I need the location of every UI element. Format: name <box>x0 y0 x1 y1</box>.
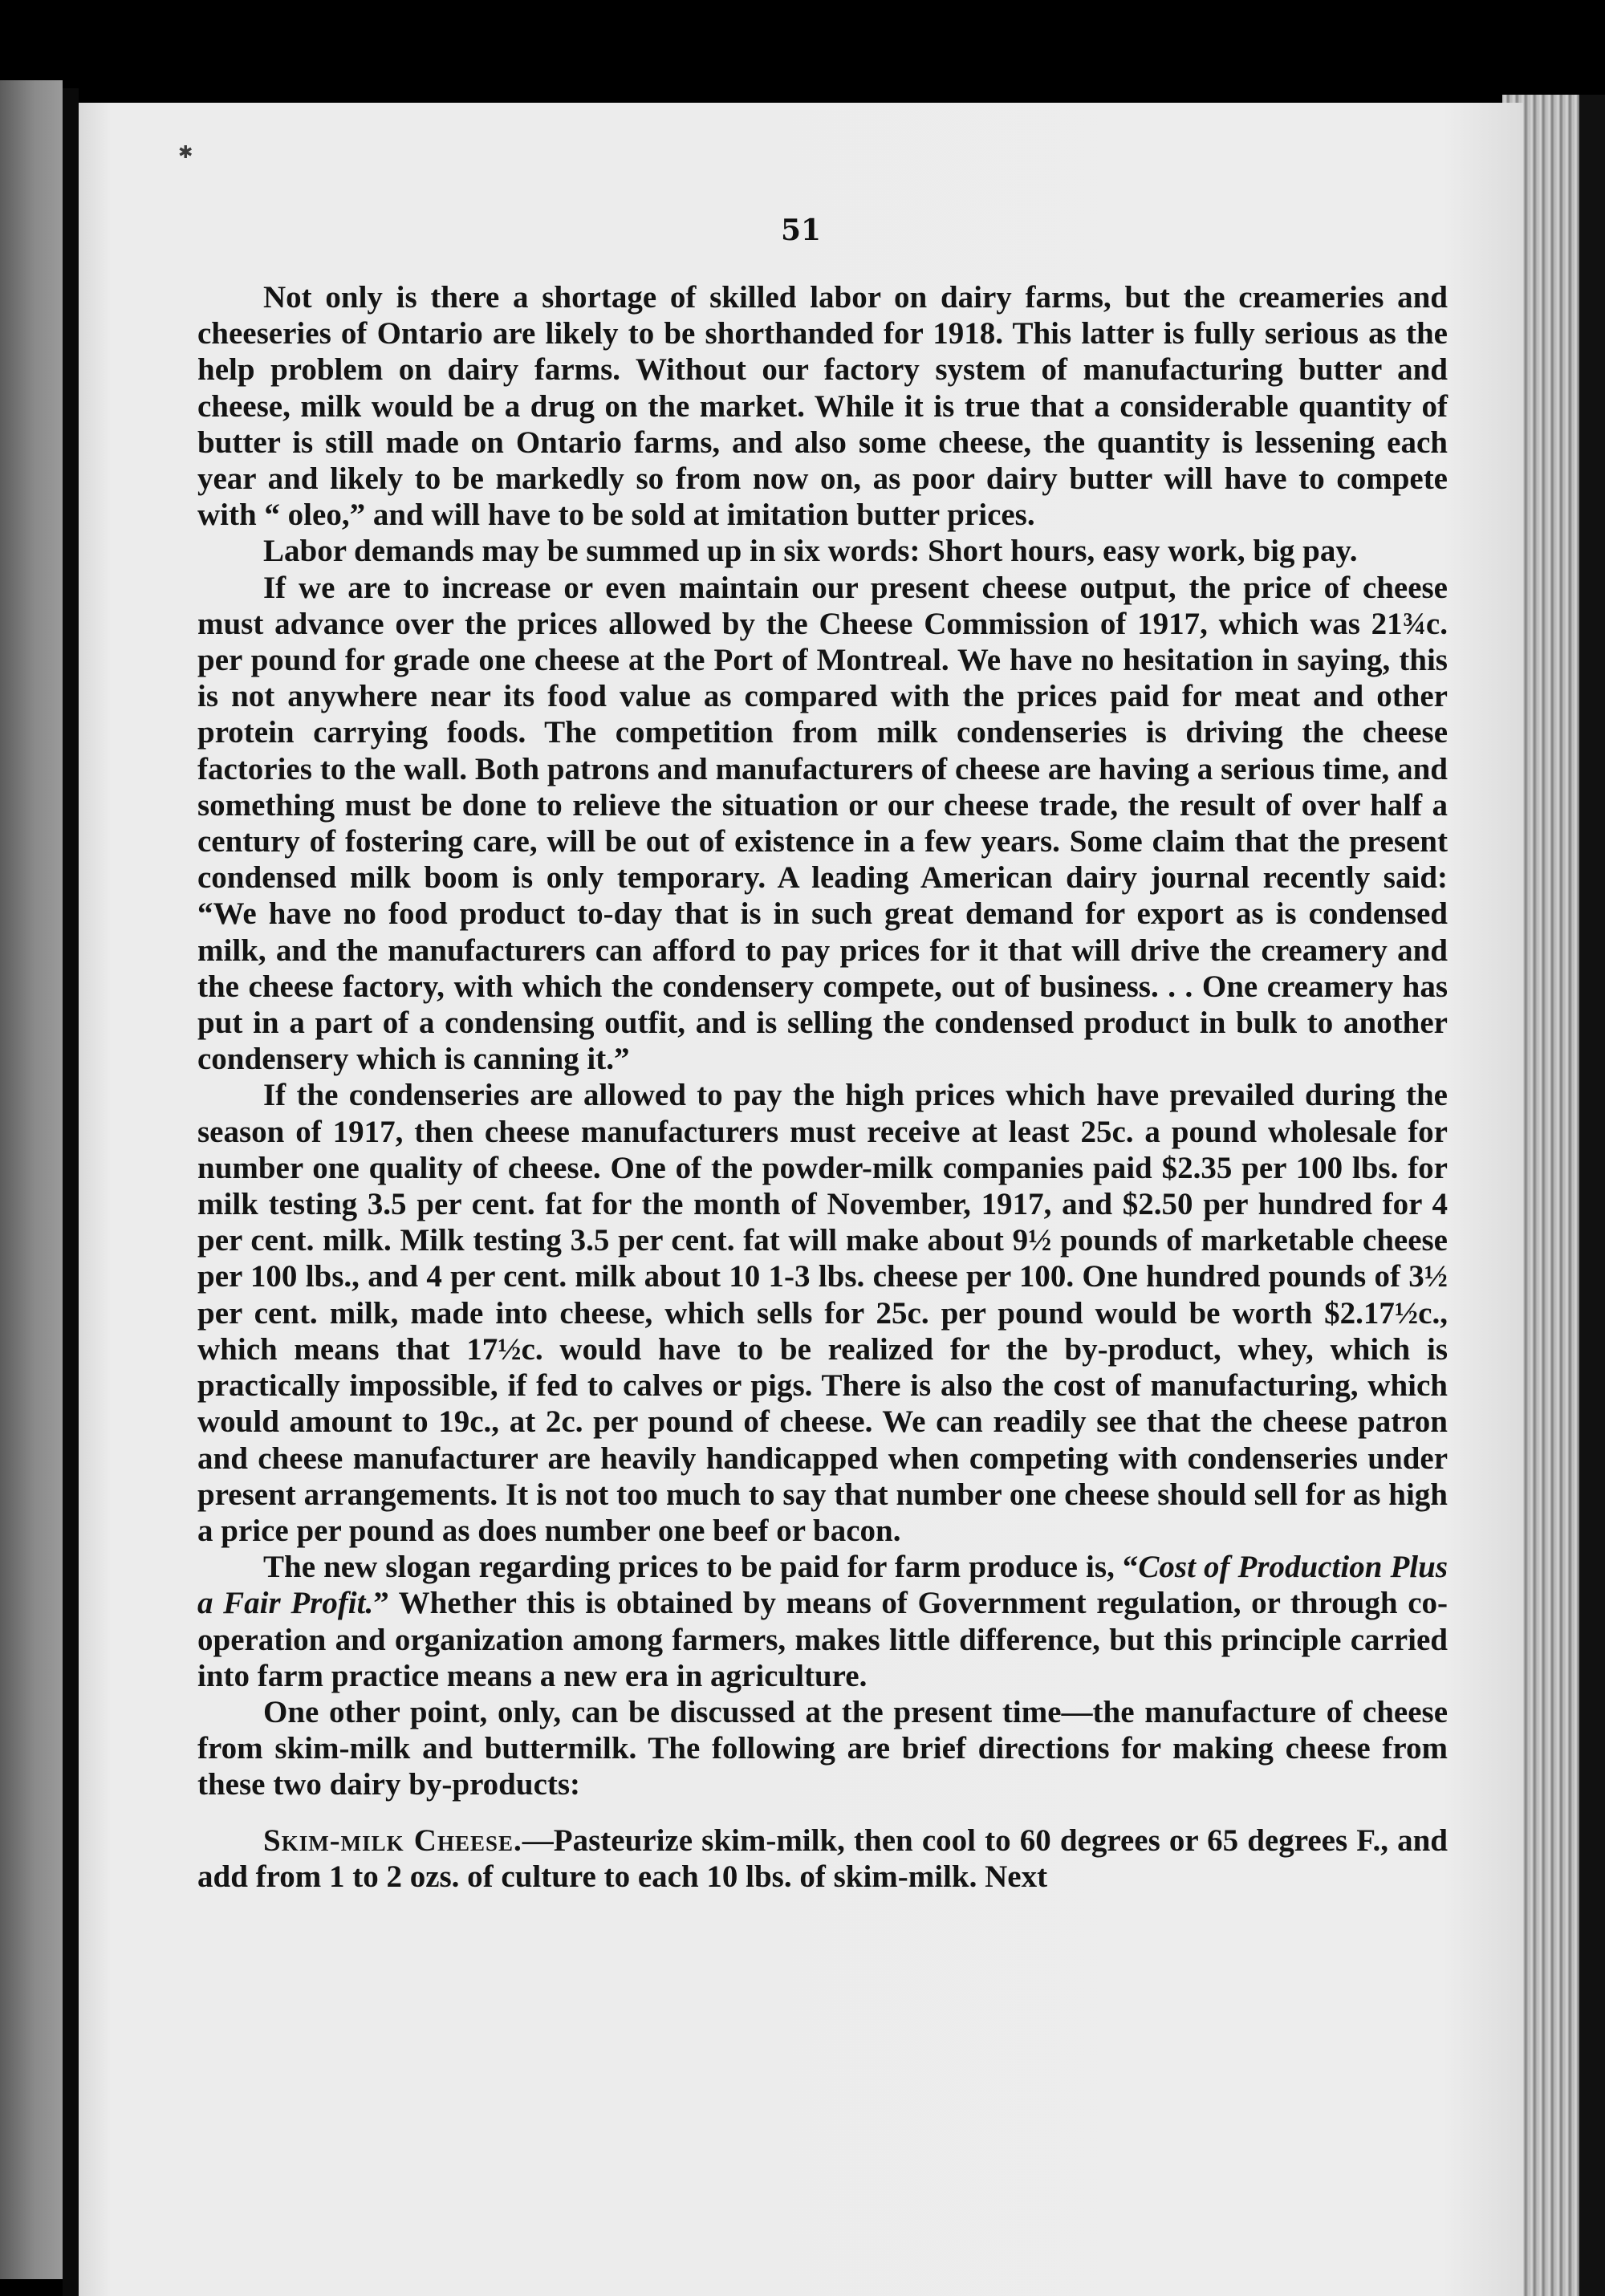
binding-gutter <box>63 88 79 2296</box>
paragraph-cheese-output: If we are to increase or even maintain our present cheese output, the price of cheese must advance over the prices allowed by the Cheese Commission of 1917, which was 21¾c. per pound for grade one cheese at the Port of Montreal. We have no hesitation in saying, this is not anywhere near its food value as compared with the prices paid for meat and other protein carrying foods. The competition from milk condenseries is driving the cheese factories to the wall. Both patrons and manufacturers of cheese are having a serious time, and something must be done to relieve the situation or our cheese trade, the result of over half a century of fostering care, will be out of existence in a few years. Some claim that the present condensed milk boom is only temporary. A leading American dairy journal recently said: “We have no food product to-day that is in such great demand for export as is condensed milk, and the manufacturers can afford to pay prices for it that will drive the creamery and the cheese factory, with which the condensery compete, out of business. . . One creamery has put in a part of a condensing outfit, and is selling the condensed product in bulk to another condensery which is canning it.” <box>197 570 1448 1077</box>
page-sheet <box>79 103 1523 2296</box>
paragraph-other-point: One other point, only, can be discussed at the present time—the manufacture of cheese from skim-milk and buttermilk. The following are brief directions for making cheese from these two dairy by-products: <box>197 1694 1448 1802</box>
paragraph-labor-demands: Labor demands may be summed up in six words: Short hours, easy work, big pay. <box>263 534 1358 569</box>
paragraph-skim-milk-cheese <box>197 1823 1448 1895</box>
body-text <box>197 279 1448 1895</box>
right-edge-shadow <box>1579 95 1605 2296</box>
paragraph-new-slogan <box>197 1549 1448 1694</box>
skim-milk-cheese-text: —Pasteurize skim-milk, then cool to 60 degrees or 65 degrees F., and add from 1 to 2 ozs. of culture to each 10 lbs. of skim-milk. Next <box>197 1823 1448 1894</box>
page-number: 51 <box>780 213 822 247</box>
paragraph-condenseries: If the condenseries are allowed to pay the high prices which have prevailed during the season of 1917, then cheese manufacturers must receive at least 25c. a pound wholesale for number one quality of cheese. One of the powder-milk companies paid $2.35 per 100 lbs. for milk testing 3.5 per cent. fat for the month of November, 1917, and $2.50 per hundred for 4 per cent. milk. Milk testing 3.5 per cent. fat will make about 9½ pounds of marketable cheese per 100 lbs., and 4 per cent. milk about 10 1-3 lbs. cheese per 100. One hundred pounds of 3½ per cent. milk, made into cheese, which sells for 25c. per pound would be worth $2.17½c., which means that 17½c. would have to be realized for the by-product, whey, which is practically impossible, if fed to calves or pigs. There is also the cost of manufacturing, which would amount to 19c., at 2c. per pound of cheese. We can readily see that the cheese patron and cheese manufacturer are heavily handicapped when competing with condenseries under present arrangements. It is not too much to say that number one cheese should sell for as high a price per pound as does number one beef or bacon. <box>197 1078 1448 1548</box>
slogan-italic-text: Cost of Production Plus a Fair Profit. <box>197 1550 1449 1621</box>
slogan-trailing-text: ” Whether this is obtained by means of Government regulation, or through co-operation and organization among farmers, makes little difference, but this principle carried into farm practice means a new era in agriculture. <box>197 1586 1448 1693</box>
skim-milk-cheese-heading: Skim-milk Cheese. <box>263 1823 522 1858</box>
left-page-edge <box>0 80 63 2279</box>
slogan-lead-text: The new slogan regarding prices to be paid for farm produce is, “ <box>263 1550 1139 1585</box>
paragraph-labor-shortage: Not only is there a shortage of skilled labor on dairy farms, but the creameries and cheeseries of Ontario are likely to be shorthanded for 1918. This latter is fully serious as the help problem on dairy farms. Without our factory system of manufacturing butter and cheese, milk would be a drug on the market. While it is true that a considerable quantity of butter is still made on Ontario farms, and also some cheese, the quantity is lessening each year and likely to be markedly so from now on, as poor dairy butter will have to compete with “ oleo,” and will have to be sold at imitation butter prices. <box>197 280 1448 533</box>
ink-speck: ✱ <box>178 143 193 163</box>
